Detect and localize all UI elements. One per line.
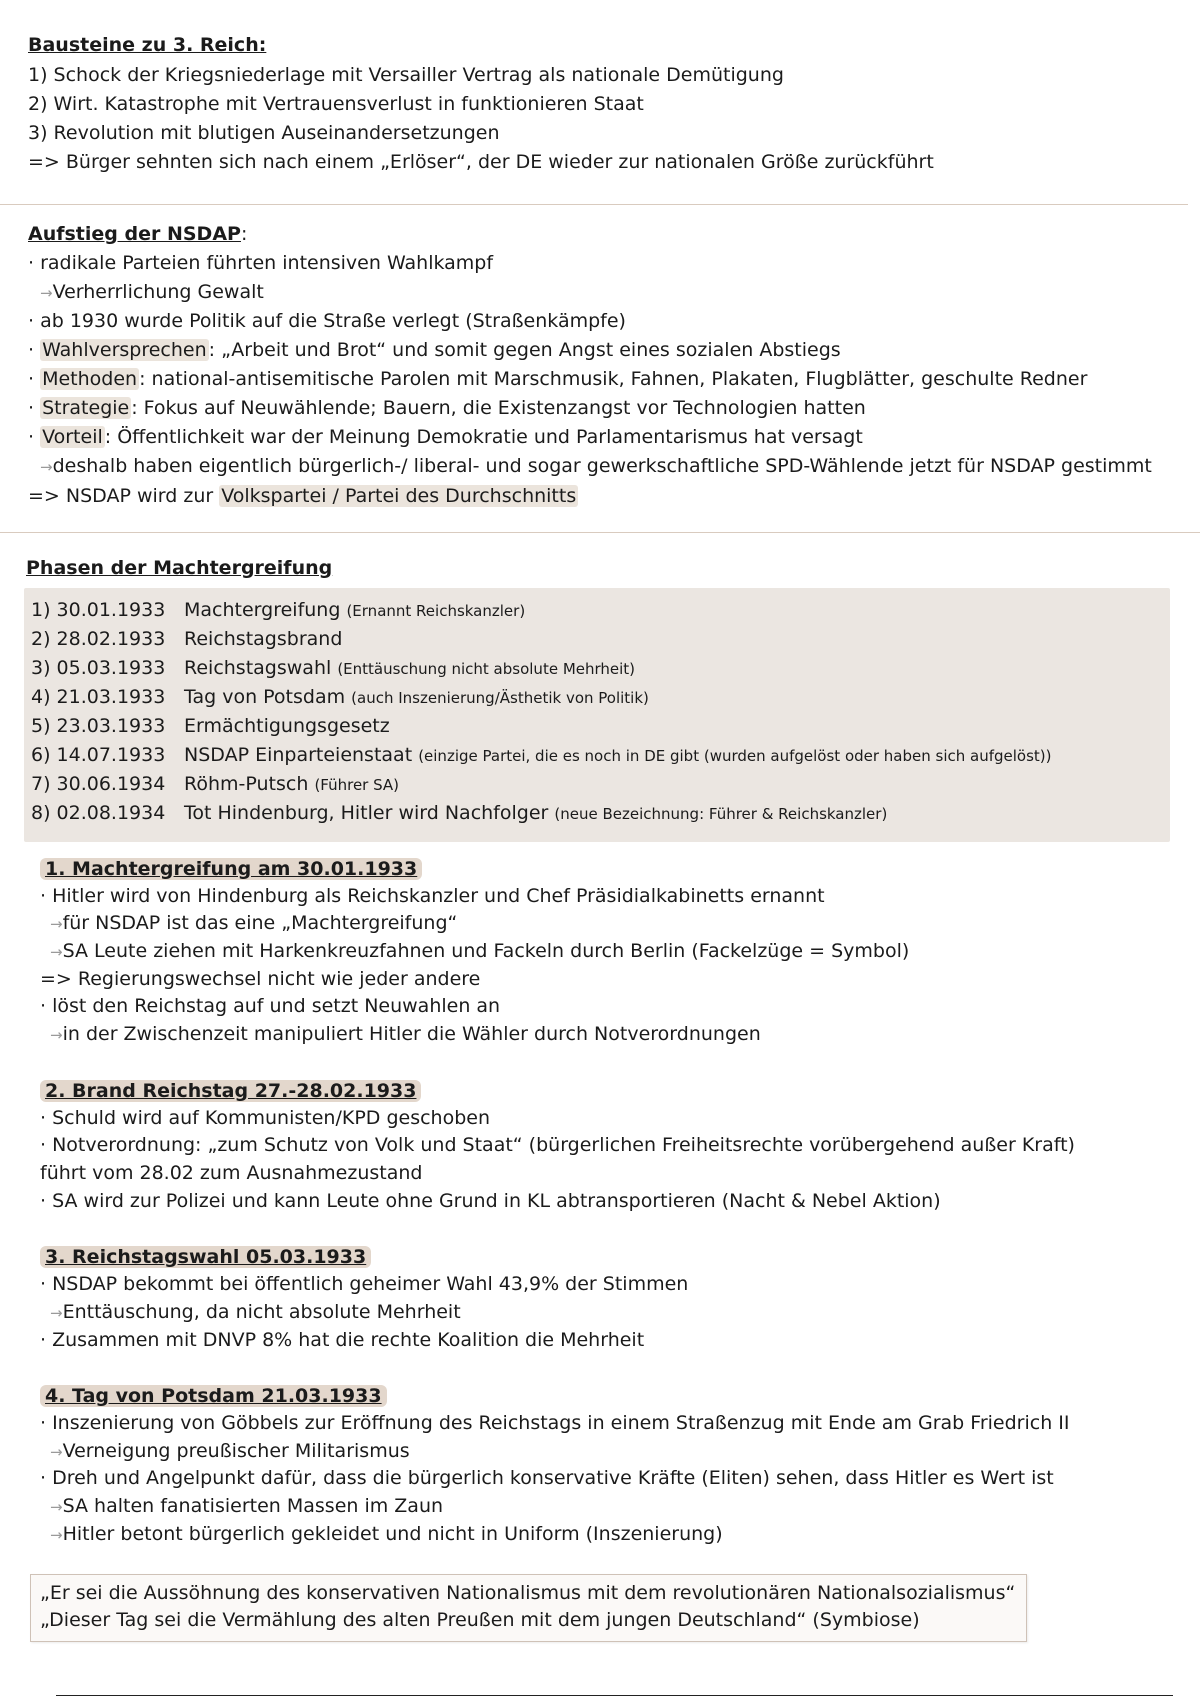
sub4-subline	[50, 1439, 410, 1464]
sub4-subline-text: SA halten fanatisierten Massen im Zaun	[62, 1495, 444, 1517]
bausteine-item: 2) Wirt. Katastrophe mit Vertrauensverlust in funktionieren Staat	[28, 93, 644, 115]
aufstieg-line-text: : national-antisemitische Parolen mit Marschmusik, Fahnen, Plakaten, Flugblätter, geschulte Redner	[139, 368, 1088, 390]
sub4-subline-text: Hitler betont bürgerlich gekleidet und nicht in Uniform (Inszenierung)	[62, 1523, 723, 1545]
quote-line: „Dieser Tag sei die Vermählung des alten Preußen mit dem jungen Deutschland“ (Symbiose)	[40, 1609, 920, 1631]
aufstieg-subline-text: deshalb haben eigentlich bürgerlich-/ liberal- und sogar gewerkschaftliche SPD-Wählende jetzt für NSDAP gestimmt	[52, 455, 1152, 477]
sub1-subline-text: SA Leute ziehen mit Harkenkreuzfahnen und Fackeln durch Berlin (Fackelzüge = Symbol)	[62, 940, 910, 962]
aufstieg-line-vorteil: · Vorteil : Öffentlichkeit war der Meinung Demokratie und Parlamentarismus hat versagt	[28, 426, 863, 448]
sub1-line: · löst den Reichstag auf und setzt Neuwahlen an	[40, 995, 501, 1017]
phase-row	[31, 743, 1052, 768]
arrow-icon: →	[50, 1443, 63, 1461]
phase-event: Reichstagsbrand	[184, 628, 343, 650]
phase-row	[31, 801, 887, 826]
sub4-subline	[50, 1522, 723, 1547]
sub4-line: · Inszenierung von Göbbels zur Eröffnung des Reichstags in einem Straßenzug mit Ende am Grab Friedrich II	[40, 1412, 1070, 1434]
phase-row	[31, 685, 649, 710]
sub4-subline	[50, 1494, 443, 1519]
phase-note: (Ernannt Reichskanzler)	[346, 602, 526, 620]
phase-row	[31, 598, 525, 623]
sub2-line: · Notverordnung: „zum Schutz von Volk und Staat“ (bürgerlichen Freiheitsrechte vorübergehend außer Kraft)	[40, 1134, 1075, 1156]
bausteine-item: 1) Schock der Kriegsniederlage mit Versailler Vertrag als nationale Demütigung	[28, 64, 784, 86]
phase-note: (neue Bezeichnung: Führer & Reichskanzler)	[554, 805, 888, 823]
arrow-icon: →	[50, 943, 63, 961]
phase-event: Ermächtigungsgesetz	[184, 715, 390, 737]
sub2-line: · Schuld wird auf Kommunisten/KPD geschoben	[40, 1107, 490, 1129]
phase-event: Tot Hindenburg, Hitler wird Nachfolger	[184, 802, 549, 824]
subsection-title-text: 3. Reichstagswahl 05.03.1933	[40, 1246, 371, 1268]
sub3-subline-text: Enttäuschung, da nicht absolute Mehrheit	[62, 1301, 461, 1323]
aufstieg-line-strategie: · Strategie : Fokus auf Neuwählende; Bauern, die Existenzangst vor Technologien hatten	[28, 397, 866, 419]
keyword-highlight: Methoden	[42, 368, 138, 390]
subsection-title-potsdam	[40, 1384, 387, 1408]
phase-date: 2) 28.02.1933	[31, 628, 166, 650]
sub2-line: · SA wird zur Polizei und kann Leute ohne Grund in KL abtransportieren (Nacht & Nebel Aktion)	[40, 1190, 941, 1212]
aufstieg-line-wahlversprechen: · Wahlversprechen : „Arbeit und Brot“ und somit gegen Angst eines sozialen Abstiegs	[28, 339, 841, 361]
arrow-icon: →	[50, 1304, 63, 1322]
subsection-title-machtergreifung	[40, 857, 422, 881]
aufstieg-subline	[40, 280, 264, 305]
phase-row	[31, 772, 399, 797]
bausteine-item: 3) Revolution mit blutigen Auseinandersetzungen	[28, 122, 500, 144]
sub1-line: · Hitler wird von Hindenburg als Reichskanzler und Chef Präsidialkabinetts ernannt	[40, 885, 825, 907]
phase-note: (Enttäuschung nicht absolute Mehrheit)	[337, 660, 636, 678]
phase-row	[31, 627, 342, 652]
sub3-line: · Zusammen mit DNVP 8% hat die rechte Koalition die Mehrheit	[40, 1329, 645, 1351]
aufstieg-line: · ab 1930 wurde Politik auf die Straße verlegt (Straßenkämpfe)	[28, 310, 626, 332]
bottom-rule	[56, 1695, 1173, 1696]
phase-date: 1) 30.01.1933	[31, 599, 166, 621]
sub3-subline	[50, 1300, 461, 1325]
phase-row	[31, 656, 635, 681]
sub4-subline-text: Verneigung preußischer Militarismus	[62, 1440, 410, 1462]
arrow-icon: →	[40, 458, 53, 476]
sub1-subline-text: für NSDAP ist das eine „Machtergreifung“	[62, 912, 458, 934]
sub3-line: · NSDAP bekommt bei öffentlich geheimer Wahl 43,9% der Stimmen	[40, 1273, 689, 1295]
aufstieg-line-text: : Fokus auf Neuwählende; Bauern, die Existenzangst vor Technologien hatten	[131, 397, 866, 419]
aufstieg-line: · radikale Parteien führten intensiven Wahlkampf	[28, 252, 494, 274]
sub4-line: · Dreh und Angelpunkt dafür, dass die bürgerlich konservative Kräfte (Eliten) sehen, dass Hitler es Wert ist	[40, 1467, 1054, 1489]
arrow-icon: →	[50, 1026, 63, 1044]
sub1-subline-text: in der Zwischenzeit manipuliert Hitler die Wähler durch Notverordnungen	[62, 1023, 761, 1045]
aufstieg-title-text: Aufstieg der NSDAP	[28, 223, 241, 245]
phase-date: 6) 14.07.1933	[31, 744, 166, 766]
aufstieg-conclusion-prefix: => NSDAP wird zur	[28, 485, 220, 507]
keyword-highlight: Volkspartei / Partei des Durchschnitts	[221, 485, 577, 507]
section-divider	[0, 532, 1200, 533]
aufstieg-line-text: : Öffentlichkeit war der Meinung Demokratie und Parlamentarismus hat versagt	[104, 426, 863, 448]
phase-row	[31, 714, 390, 739]
subsection-title-reichstagswahl	[40, 1245, 371, 1269]
section-title-bausteine: Bausteine zu 3. Reich:	[28, 34, 267, 56]
aufstieg-subline-text: Verherrlichung Gewalt	[52, 281, 264, 303]
keyword-highlight: Wahlversprechen	[42, 339, 207, 361]
aufstieg-subline	[40, 454, 1152, 479]
keyword-highlight: Vorteil	[42, 426, 103, 448]
phase-date: 8) 02.08.1934	[31, 802, 166, 824]
phase-date: 4) 21.03.1933	[31, 686, 166, 708]
phase-note: (auch Inszenierung/Ästhetik von Politik)	[351, 689, 649, 707]
arrow-icon: →	[40, 284, 53, 302]
section-divider	[0, 204, 1188, 205]
phase-event: NSDAP Einparteienstaat	[184, 744, 413, 766]
subsection-title-reichstagsbrand	[40, 1079, 421, 1103]
sub1-subline	[50, 1022, 761, 1047]
quote-line: „Er sei die Aussöhnung des konservativen Nationalismus mit dem revolutionären Nationalsozialismus“	[40, 1582, 1016, 1604]
phase-note: (Führer SA)	[314, 776, 400, 794]
sub1-conclusion: => Regierungswechsel nicht wie jeder andere	[40, 968, 481, 990]
section-title-aufstieg	[28, 222, 247, 246]
subsection-title-text: 4. Tag von Potsdam 21.03.1933	[40, 1385, 387, 1407]
subsection-title-text: 2. Brand Reichstag 27.-28.02.1933	[40, 1080, 421, 1102]
section-title-phasen: Phasen der Machtergreifung	[26, 557, 333, 579]
sub1-subline	[50, 939, 909, 964]
sub2-line: führt vom 28.02 zum Ausnahmezustand	[40, 1162, 423, 1184]
sub1-subline	[50, 911, 457, 936]
keyword-highlight: Strategie	[42, 397, 130, 419]
arrow-icon: →	[50, 915, 63, 933]
aufstieg-line-text: : „Arbeit und Brot“ und somit gegen Angst eines sozialen Abstiegs	[208, 339, 841, 361]
aufstieg-line-methoden: · Methoden : national-antisemitische Parolen mit Marschmusik, Fahnen, Plakaten, Flugblätter, geschulte Redner	[28, 368, 1088, 390]
bausteine-conclusion: => Bürger sehnten sich nach einem „Erlöser“, der DE wieder zur nationalen Größe zurückführt	[28, 151, 934, 173]
phase-date: 3) 05.03.1933	[31, 657, 166, 679]
phase-event: Tag von Potsdam	[184, 686, 346, 708]
subsection-title-text: 1. Machtergreifung am 30.01.1933	[40, 858, 422, 880]
phase-date: 7) 30.06.1934	[31, 773, 166, 795]
phase-event: Röhm-Putsch	[184, 773, 309, 795]
aufstieg-conclusion	[28, 484, 578, 508]
phase-note: (einzige Partei, die es noch in DE gibt (wurden aufgelöst oder haben sich aufgelöst))	[418, 747, 1052, 765]
arrow-icon: →	[50, 1498, 63, 1516]
phase-event: Reichstagswahl	[184, 657, 332, 679]
aufstieg-title-colon: :	[240, 223, 248, 245]
phase-event: Machtergreifung	[184, 599, 341, 621]
arrow-icon: →	[50, 1526, 63, 1544]
phase-date: 5) 23.03.1933	[31, 715, 166, 737]
